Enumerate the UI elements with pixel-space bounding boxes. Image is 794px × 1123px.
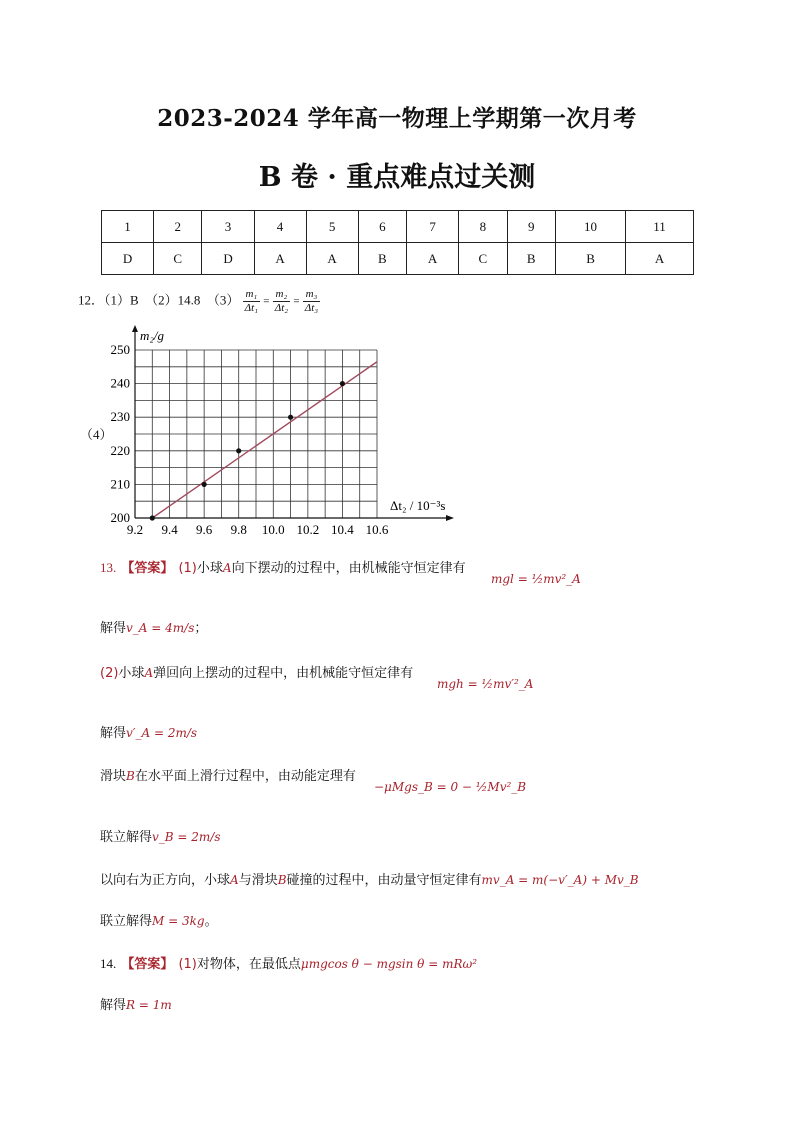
fraction-3 <box>303 288 320 315</box>
y-axis-arrow <box>132 325 138 332</box>
q14-solve-1-value: R = 1m <box>126 998 172 1012</box>
answer-table-number-cell: 2 <box>154 211 202 243</box>
answer-table <box>101 210 694 275</box>
q14-number: 14. <box>100 956 117 971</box>
answer-table-number-cell: 3 <box>202 211 254 243</box>
x-tick-label: 10.6 <box>365 522 389 537</box>
answer-table-number-cell: 5 <box>306 211 358 243</box>
chart-axes <box>132 325 454 521</box>
q13-p4-text-b: 与滑块 <box>238 873 278 888</box>
q13-solve-2-value: v′_A = 2m/s <box>126 726 198 740</box>
q13-solve-4-label: 联立解得 <box>100 914 153 929</box>
data-point <box>340 381 345 386</box>
fraction-2 <box>273 288 290 315</box>
fraction-1-num: m₁ <box>243 288 260 302</box>
answer-table-number-cell: 9 <box>507 211 555 243</box>
q13-solve-1-label: 解得 <box>100 621 127 636</box>
q13-p2-text-b: 弹回向上摆动的过程中，由机械能守恒定律有 <box>153 666 414 681</box>
y-tick-label: 200 <box>110 510 130 525</box>
x-tick-label: 10.2 <box>296 522 320 537</box>
answer-table-answer-cell: D <box>102 243 154 275</box>
answer-table-number-cell: 7 <box>407 211 459 243</box>
y-tick-label: 230 <box>110 409 130 425</box>
q14-equation-1: μmgcos θ − mgsin θ = mRω² <box>300 957 478 971</box>
y-tick-label: 220 <box>110 442 130 458</box>
q13-line-1 <box>100 557 466 576</box>
q13-period: 。 <box>204 914 218 929</box>
answer-table-number-cell: 1 <box>102 211 154 243</box>
y-tick-label: 250 <box>110 342 130 357</box>
question-12-line <box>78 288 320 315</box>
answer-table-answer-cell: A <box>254 243 306 275</box>
q14-line-1 <box>100 953 477 972</box>
x-tick-label: 10.4 <box>331 522 354 537</box>
q13-p3-var: B <box>126 769 135 783</box>
q13-solve-4 <box>100 910 218 929</box>
equals-sign: = <box>293 295 300 308</box>
q13-number: 13. <box>100 560 117 575</box>
q13-p4-var-2: B <box>277 873 287 887</box>
y-axis-label: m₂/g <box>140 328 165 343</box>
answer-table-number-cell: 4 <box>254 211 306 243</box>
x-axis-arrow <box>446 515 454 521</box>
q14-solve-1 <box>100 994 172 1013</box>
fraction-1 <box>243 288 260 315</box>
answer-table-answer-cell: B <box>358 243 406 275</box>
answer-table-answer-cell: A <box>407 243 459 275</box>
q13-solve-4-value: M = 3kg <box>152 914 205 928</box>
answer-table-answer-cell: B <box>555 243 625 275</box>
page-title: 2023-2024 学年高一物理上学期第一次月考 <box>157 105 637 132</box>
x-tick-label: 9.4 <box>161 522 178 537</box>
q13-solve-1 <box>100 617 207 636</box>
x-tick-label: 9.2 <box>126 522 144 537</box>
answer-table-number-cell: 6 <box>358 211 406 243</box>
q13-p4-text-a: 以向右为正方向，小球 <box>100 873 231 888</box>
q13-p2-var: A <box>144 666 154 680</box>
y-tick-label: 240 <box>110 375 130 391</box>
q13-equation-1: mgl = ½mv²_A <box>491 572 581 586</box>
answer-table-number-cell: 8 <box>459 211 507 243</box>
x-axis-label: Δt₂ / 10⁻³s <box>390 498 446 513</box>
x-tick-label: 10.0 <box>261 522 285 537</box>
q14-part1-label: (1) <box>178 957 197 972</box>
q13-equation-2: mgh = ½mv′²_A <box>437 677 534 691</box>
q13-solve-2 <box>100 722 197 741</box>
q13-equation-3: −μMgs_B = 0 − ½Mv²_B <box>374 780 527 794</box>
q13-p3-text-b: 在水平面上滑行过程中，由动能定理有 <box>134 769 356 784</box>
q13-p3-text-a: 滑块 <box>100 769 127 784</box>
answer-table-number-cell: 11 <box>626 211 694 243</box>
q12-part4-label: （4） <box>80 427 113 442</box>
q12-prefix: 12．（1）B （2）14.8 （3） <box>78 292 240 308</box>
data-point <box>150 515 155 520</box>
q13-semicolon: ； <box>194 621 208 636</box>
page-subtitle: B 卷 · 重点难点过关测 <box>258 162 536 193</box>
fraction-3-num: m₃ <box>303 288 320 302</box>
q13-solve-2-label: 解得 <box>100 726 127 741</box>
answer-table-answer-cell: A <box>306 243 358 275</box>
q13-line-3 <box>100 765 356 784</box>
x-tick-label: 9.6 <box>196 522 213 537</box>
q13-p2-text-a: 小球 <box>118 666 145 681</box>
q13-answer-mark: 【答案】 <box>121 561 174 576</box>
answer-table-answer-cell: C <box>459 243 507 275</box>
y-tick-label: 210 <box>110 476 130 492</box>
q13-part2-label: (2) <box>100 666 119 681</box>
answer-table-answer-row <box>102 243 694 275</box>
q13-p1-text-a: 小球 <box>196 561 223 576</box>
fraction-2-den: Δt₂ <box>274 302 289 314</box>
q13-p4-text-c: 碰撞的过程中，由动量守恒定律有 <box>286 873 482 888</box>
data-point <box>236 448 241 453</box>
fraction-1-den: Δt₁ <box>244 302 259 314</box>
q14-p1-text: 对物体，在最低点 <box>196 957 301 972</box>
data-point <box>202 482 207 487</box>
mass-time-chart <box>100 322 460 540</box>
q13-solve-3-label: 联立解得 <box>100 830 153 845</box>
q13-p1-text-b: 向下摆动的过程中，由机械能守恒定律有 <box>231 561 466 576</box>
q14-answer-mark: 【答案】 <box>121 957 174 972</box>
x-tick-label: 9.8 <box>230 522 247 537</box>
answer-table-answer-cell: C <box>154 243 202 275</box>
fraction-3-den: Δt₃ <box>304 302 319 314</box>
q14-solve-1-label: 解得 <box>100 998 127 1013</box>
fraction-2-num: m₂ <box>273 288 290 302</box>
q13-equation-4: mv_A = m(−v′_A) + Mv_B <box>481 873 639 887</box>
data-point <box>288 415 293 420</box>
answer-table-number-cell: 10 <box>555 211 625 243</box>
equals-sign: = <box>263 295 270 308</box>
q13-solve-1-value: v_A = 4m/s <box>126 621 195 635</box>
answer-table-answer-cell: B <box>507 243 555 275</box>
q13-p1-var: A <box>222 561 232 575</box>
answer-table-number-row <box>102 211 694 243</box>
q13-line-2 <box>100 662 413 681</box>
q13-p4-var-1: A <box>230 873 239 887</box>
q13-solve-3 <box>100 826 221 845</box>
q13-part1-label: (1) <box>178 561 197 576</box>
q13-solve-3-value: v_B = 2m/s <box>152 830 221 844</box>
q13-line-4 <box>100 869 639 888</box>
answer-table-answer-cell: D <box>202 243 254 275</box>
chart-grid <box>135 350 377 518</box>
answer-table-answer-cell: A <box>626 243 694 275</box>
